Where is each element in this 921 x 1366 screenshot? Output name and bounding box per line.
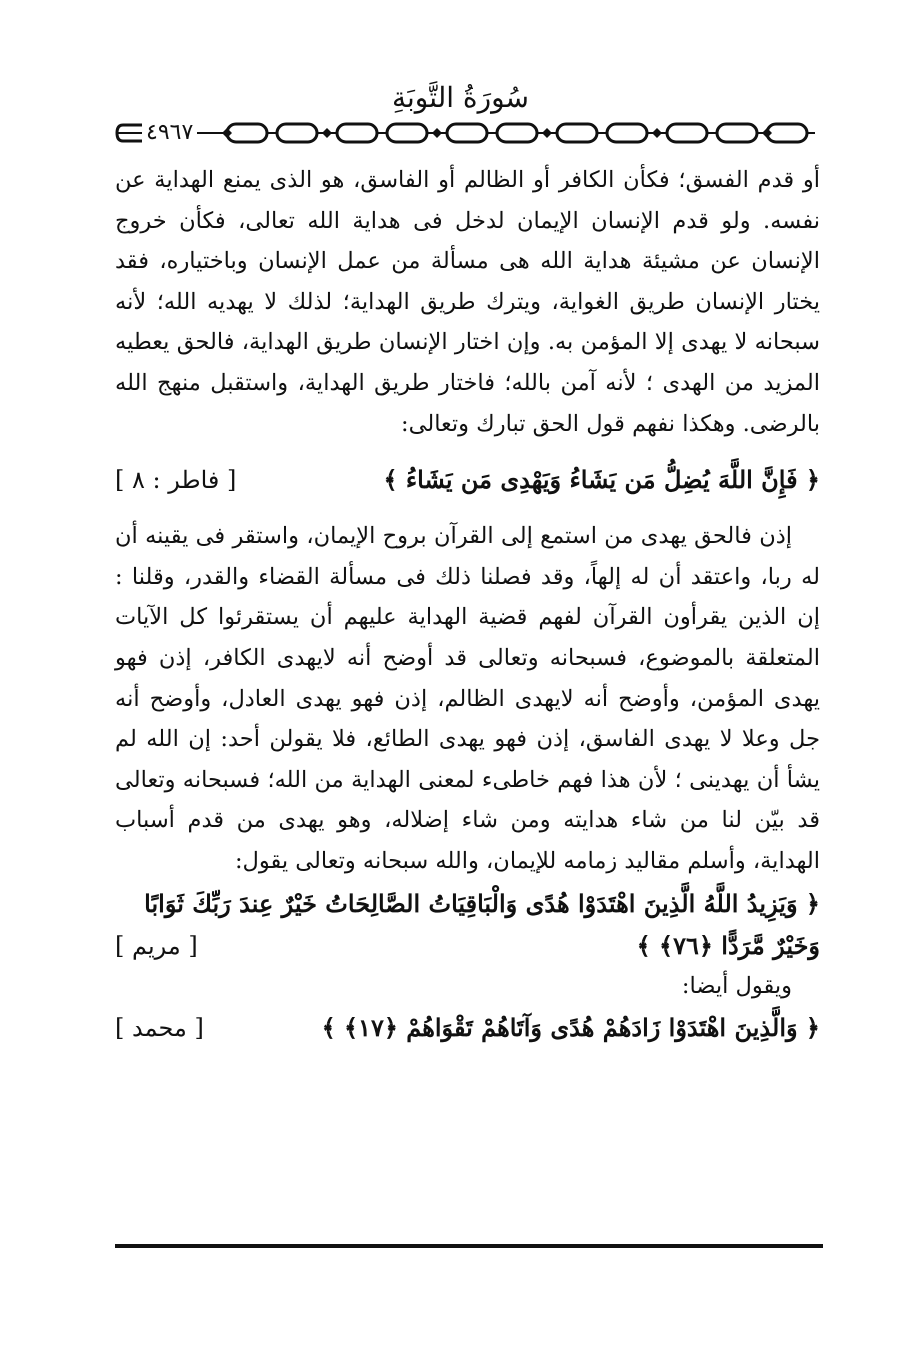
page-number: ٤٩٦٧ — [142, 119, 197, 147]
paragraph: أو قدم الفسق؛ فكأن الكافر أو الظالم أو الفاسق، هو الذى يمنع الهداية عن نفسه. ولو قدم الإنسان الإيمان لدخل فى هداية الله تعالى، فكأن خروج الإنسان عن مشيئة هداية الله هى مسألة من عمل الإنسان وباختياره، فقد يختار الإنسان طريق الغواية، ويترك طريق الهداية؛ لذلك لا يهديه الله؛ لأنه سبحانه لا يهدى إلا المؤمن به. وإن اختار الإنسان طريق الهداية، فالحق يعطيه المزيد من الهدى ؛ لأنه آمن بالله؛ فاختار طريق الهداية، واستقبل منهج الله بالرضى. وهكذا نفهم قول الحق تبارك وتعالى: — [115, 167, 820, 437]
footer-rule — [115, 1244, 823, 1248]
verse-text: ﴿ وَيَزِيدُ اللَّهُ الَّذِينَ اهْتَدَوْا هُدًى وَالْبَاقِيَاتُ الصَّالِحَاتُ خَيْرٌ عِندَ رَبِّكَ ثَوَابًا — [144, 888, 820, 918]
surah-title: سُورَةُ التَّوبَةِ — [391, 81, 530, 114]
paragraph: ويقول أيضا: — [681, 972, 792, 999]
paragraph: إذن فالحق يهدى من استمع إلى القرآن بروح الإيمان، واستقر فى يقينه أن له ربا، واعتقد أن له إلهاً، وقد فصلنا ذلك فى مسألة القضاء والقدر، وقلنا : إن الذين يقرأون القرآن لفهم قضية الهداية عليهم أن يستقرئوا كل الآيات المتعلقة بالموضوع، فسبحانه وتعالى قد أوضح أنه لايهدى الكافر، إذن فهو يهدى المؤمن، وأوضح أنه لايهدى الظالم، إذن فهو يهدى العادل، وأوضح أنه جل وعلا لا يهدى الفاسق، إذن فهو يهدى الطائع، فلا يقولن أحد: إن الله لم يشأ أن يهدينى ؛ لأن هذا فهم خاطىء لمعنى الهداية من الله؛ فسبحانه وتعالى قد بيّن لنا من شاء هدايته ومن شاء إضلاله، وهو يهدى من قدم أسباب الهداية، وأسلم مقاليد زمامه للإيمان، والله سبحانه وتعالى يقول: — [115, 523, 820, 874]
verse-text: وَخَيْرٌ مَّرَدًّا ﴿٧٦﴾ ﴾ — [636, 930, 820, 960]
page-body — [115, 160, 820, 1050]
verse-reference: [ محمد ] — [115, 1014, 204, 1043]
verse-text: ﴿ فَإِنَّ اللَّهَ يُضِلُّ مَن يَشَاءُ وَيَهْدِى مَن يَشَاءُ ﴾ — [383, 465, 820, 495]
verse-reference: [ فاطر : ٨ ] — [115, 466, 237, 495]
verse-reference: [ مريم ] — [115, 931, 198, 960]
decorative-border-ornament — [115, 120, 817, 146]
quran-verse — [115, 458, 820, 502]
quran-verse — [115, 882, 820, 966]
quran-verse — [115, 1006, 820, 1050]
verse-text: ﴿ وَالَّذِينَ اهْتَدَوْا زَادَهُمْ هُدًى وَآتَاهُمْ تَقْوَاهُمْ ﴿١٧﴾ ﴾ — [321, 1013, 820, 1043]
